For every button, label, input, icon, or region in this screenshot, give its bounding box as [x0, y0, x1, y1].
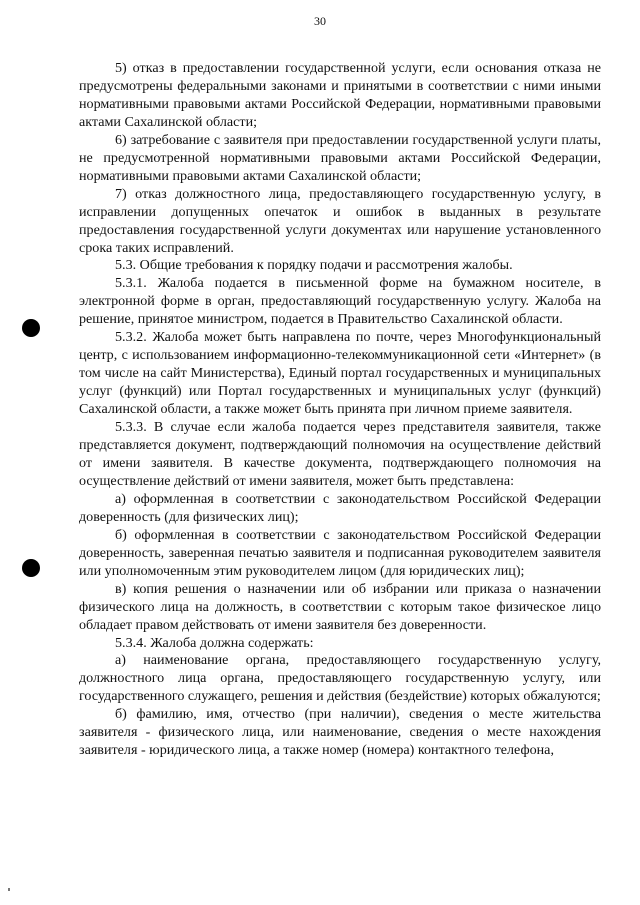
paragraph: 5.3.4. Жалоба должна содержать:	[115, 634, 314, 651]
punch-hole-mark	[22, 559, 40, 577]
paragraph: 6) затребование с заявителя при предоставлении государственной услуги платы, не предусмотренной нормативными правовыми актами Российской Федерации, нормативными правовыми актами Сахалинской области;	[79, 131, 601, 184]
punch-hole-mark	[22, 319, 40, 337]
scan-artifact	[8, 888, 10, 891]
section-heading: 5.3. Общие требования к порядку подачи и рассмотрения жалобы.	[115, 257, 513, 274]
list-item: б) оформленная в соответствии с законодательством Российской Федерации доверенность, заверенная печатью заявителя и подписанная руководителем заявителя или уполномоченным этим руководителем лицом (для юридических лиц);	[79, 526, 601, 579]
list-item: а) наименование органа, предоставляющего государственную услугу, должностного лица органа, предоставляющего государственную услугу, или государственного служащего, решения и действия (бездействие) которых обжалуются;	[79, 652, 601, 705]
paragraph: 5.3.1. Жалоба подается в письменной форме на бумажном носителе, в электронной форме в орган, предоставляющий государственную услугу. Жалоба на решение, принятое министром, подается в Правительство Сахалинской области.	[79, 275, 601, 328]
list-item: в) копия решения о назначении или об избрании или приказа о назначении физического лица на должность, в соответствии с которым такое физическое лицо обладает правом действовать от имени заявителя без доверенности.	[79, 580, 601, 633]
list-item: а) оформленная в соответствии с законодательством Российской Федерации доверенность (для физических лиц);	[79, 490, 601, 525]
paragraph: 5) отказ в предоставлении государственной услуги, если основания отказа не предусмотрены федеральными законами и принятыми в соответствии с ними иными нормативными правовыми актами Российской Федерации, нормативными правовыми актами Сахалинской области;	[79, 60, 601, 130]
page-number: 30	[314, 14, 326, 28]
paragraph: 5.3.3. В случае если жалоба подается через представителя заявителя, также представляется документ, подтверждающий полномочия на осуществление действий от имени заявителя. В качестве документа, подтверждающего полномочия на осуществление действий от имени заявителя, может быть представлена:	[79, 419, 601, 489]
document-body	[79, 60, 601, 760]
paragraph: 7) отказ должностного лица, предоставляющего государственную услугу, в исправлении допущенных опечаток и ошибок в выданных в результате предоставления государственной услуги документах или нарушение установленного срока таких исправлений.	[79, 185, 601, 256]
paragraph: 5.3.2. Жалоба может быть направлена по почте, через Многофункциональный центр, с использованием информационно-телекоммуникационной сети «Интернет» (в том числе на сайт Министерства), Единый портал государственных и муниципальных услуг (функций) или Портал государственных и муниципальных услуг (функций) Сахалинской области, а также может быть принята при личном приеме заявителя.	[79, 329, 601, 418]
list-item: б) фамилию, имя, отчество (при наличии), сведения о месте жительства заявителя - физического лица, или наименование, сведения о месте нахождения заявителя - юридического лица, а также номер (номера) контактного телефона,	[79, 706, 601, 759]
